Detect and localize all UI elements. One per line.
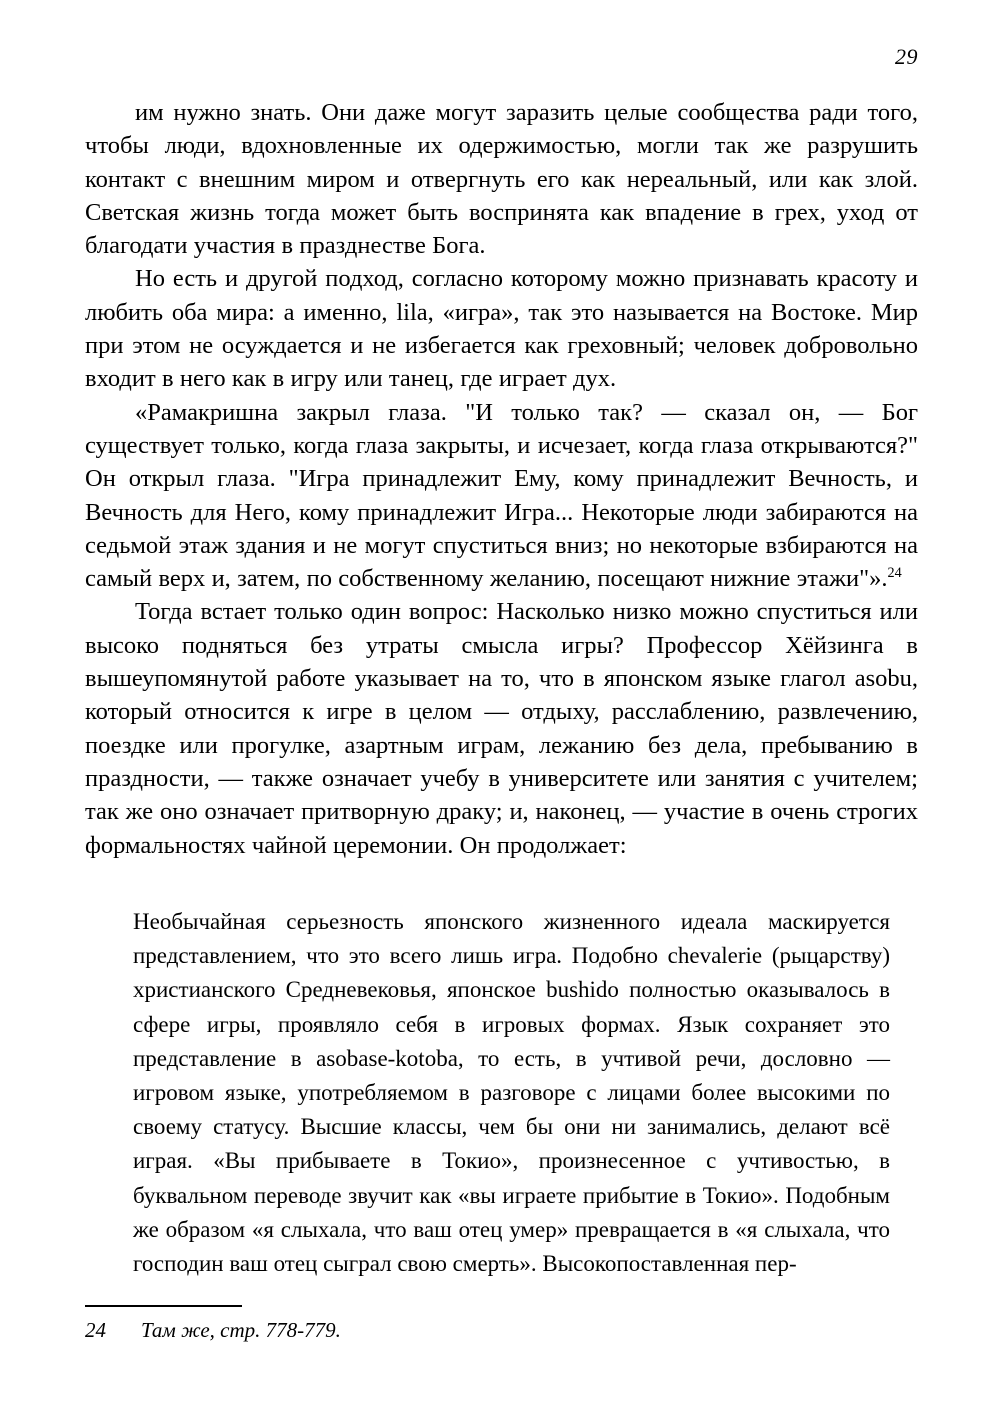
page-number: 29	[895, 44, 918, 69]
footnote-separator-rule	[85, 1305, 242, 1307]
paragraph-asobu: Тогда встает только один вопрос: Насколько низко можно спуститься или высоко подняться без утраты смысла игры? Профессор Хёйзинга в вышеупомянутой работе указывает на то, что в японском языке глагол asobu, который относится к игре в целом — отдыху, расслаблению, развлечению, поездке или прогулке, азартным играм, лежанию без дела, пребыванию в праздности, — также означает учебу в университете или занятия с учителем; так же оно означает притворную драку; и, наконец, — участие в очень строгих формальностях чайной церемонии. Он продолжает:	[85, 598, 918, 859]
footnote-item	[85, 1316, 918, 1344]
paragraph-lila: Но есть и другой подход, согласно которому можно признавать красоту и любить оба мира: а именно, lila, «игра», так это называется на Востоке. Мир при этом не осуждается и не избегается как греховный; человек добровольно входит в него как в игру или танец, где играет дух.	[85, 265, 918, 393]
paragraph-ramakrishna	[85, 396, 918, 596]
block-quotation-text: Необычайная серьезность японского жизненного идеала маскируется представлением, что это всего лишь игра. Подобно chevalerie (рыцарству) христианского Средневековья, японское bushido полностью оказывалось в сфере игры, проявляло себя в игровых формах. Язык сохраняет это представление в asobase-kotoba, то есть, в учтивой речи, дословно — игровом языке, употребляемом в разговоре с лицами более высокими по своему статусу. Высшие классы, чем бы они ни занимались, делают всё играя. «Вы прибываете в Токио», произнесенное с учтивостью, в буквальном переводе звучит как «вы играете прибытие в Токио». Подобным же образом «я слыхала, что ваш отец умер» превращается в «я слыхала, что господин ваш отец сыграл свою смерть». Высокопоставленная пер-	[133, 909, 890, 1277]
main-text-column	[85, 96, 918, 862]
footnote-number: 24	[85, 1318, 106, 1342]
footnote-text: Там же, стр. 778-779.	[141, 1318, 341, 1342]
paragraph-continued: им нужно знать. Они даже могут заразить целые сообщества ради того, чтобы люди, вдохновленные их одержимостью, могли так же разрушить контакт с внешним миром и отвергнуть его как нереальный, или как злой. Светская жизнь тогда может быть воспринята как впадение в грех, уход от благодати участия в празднестве Бога.	[85, 99, 918, 260]
paragraph-ramakrishna-text: «Рамакришна закрыл глаза. "И только так? — сказал он, — Бог существует только, когда глаза закрыты, и исчезает, когда глаза открываются?" Он открыл глаза. "Игра принадлежит Ему, кому принадлежит Вечность, и Вечность для Него, кому принадлежит Игра... Некоторые люди забираются на седьмой этаж здания и не могут спуститься вниз; но некоторые взбираются на самый верх и, затем, по собственному желанию, посещают нижние этажи"».	[85, 398, 918, 593]
footnote-area	[85, 1305, 918, 1344]
footnote-reference-24[interactable]: 24	[887, 565, 902, 581]
block-quotation	[133, 905, 890, 1281]
